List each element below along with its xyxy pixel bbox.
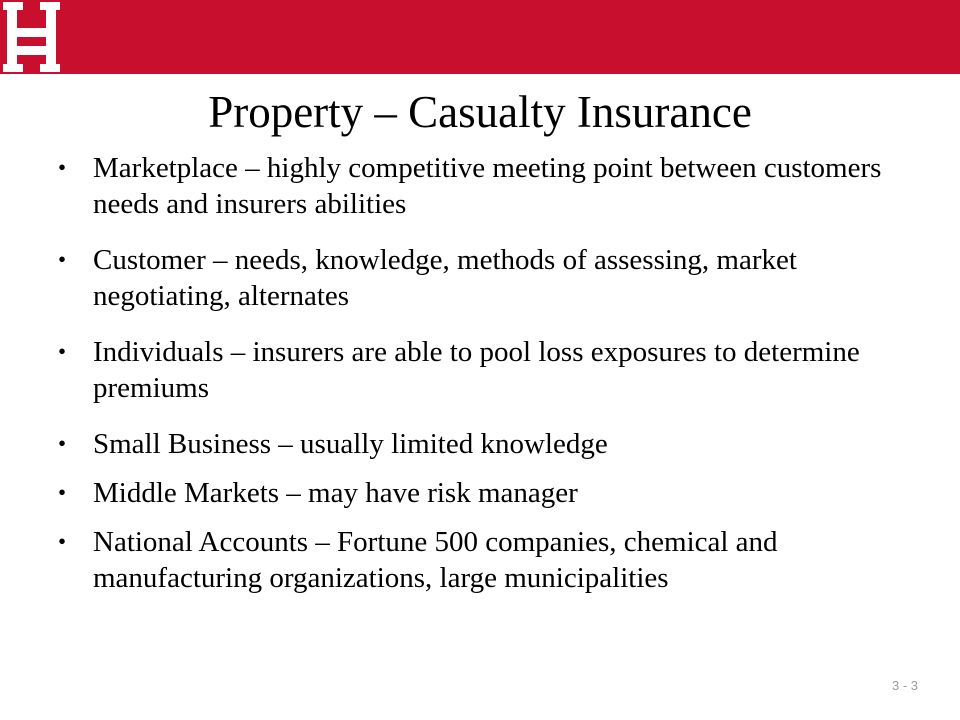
uh-interlocking-logo-icon [0,0,64,74]
bullet-icon: • [58,155,67,180]
list-item [58,426,898,462]
bullet-list [58,150,898,616]
bullet-icon: • [58,339,67,364]
bullet-icon: • [58,529,67,554]
header-bar [0,0,960,74]
bullet-icon: • [58,247,67,272]
bullet-icon: • [58,480,67,505]
slide-title: Property – Casualty Insurance [208,87,752,137]
bullet-text: Middle Markets – may have risk manager [93,477,578,509]
list-item [58,242,898,314]
list-item [58,475,898,511]
bullet-text: National Accounts – Fortune 500 companies, chemical and manufacturing organizations, large municipalities [93,526,778,594]
list-item [58,524,898,596]
bullet-text: Customer – needs, knowledge, methods of assessing, market negotiating, alternates [93,244,797,312]
slide-number: 3 - 3 [891,678,918,693]
bullet-icon: • [58,431,67,456]
bullet-text: Small Business – usually limited knowledge [93,428,608,460]
list-item [58,150,898,222]
bullet-text: Individuals – insurers are able to pool loss exposures to determine premiums [93,336,860,404]
list-item [58,334,898,406]
bullet-text: Marketplace – highly competitive meeting point between customers needs and insurers abilities [93,152,882,220]
